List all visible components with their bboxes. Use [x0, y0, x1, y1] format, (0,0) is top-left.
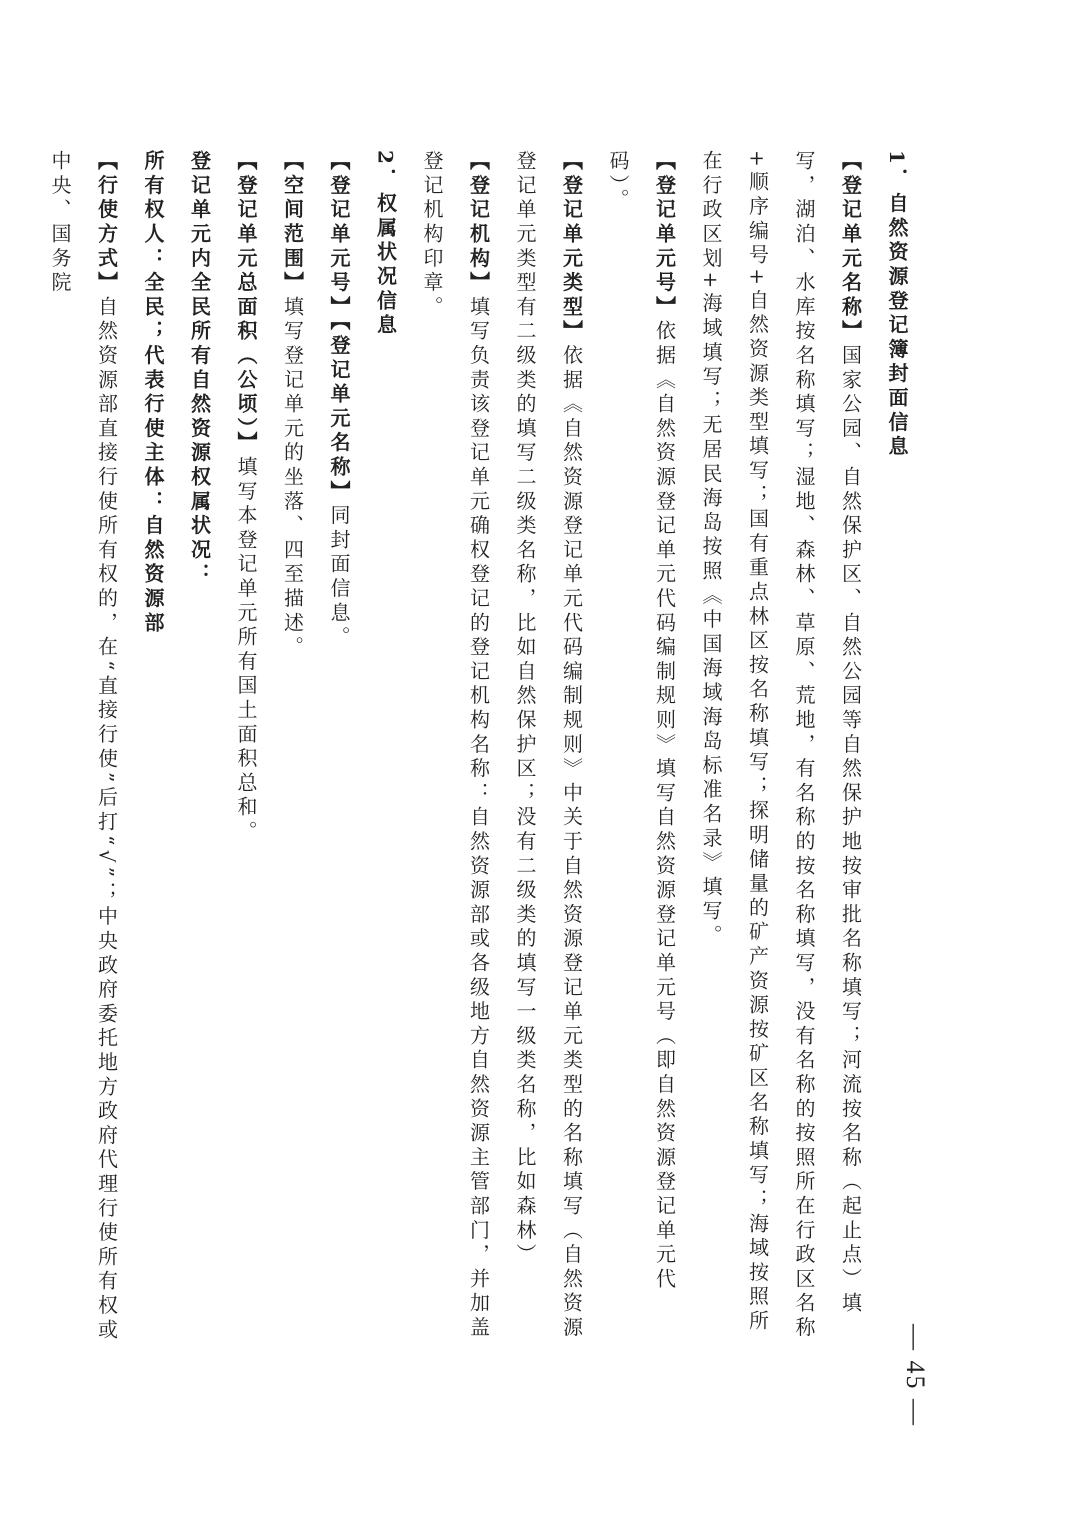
paragraph-unit-name [688, 150, 874, 1350]
paragraph-registration-agency [409, 150, 502, 1350]
paragraph-total-area [223, 150, 270, 1350]
paragraph-label: 【登记单元号】【登记单元名称】 [327, 150, 351, 505]
paragraph-text: 同封面信息。 [327, 504, 351, 651]
paragraph-unit-number-name [316, 150, 363, 1350]
paragraph-text: 依据《自然资源登记单元代码编制规则》中关于自然资源登记单元类型的名称填写（自然资源登记单元类型有二级类的填写二级类名称，比如自然保护区；没有二级类的填写一级类名称，比如森林） [513, 150, 584, 1341]
paragraph-label: 【登记机构】 [466, 150, 491, 296]
paragraph-owner: 所有权人：全民；代表行使主体：自然资源部 [141, 150, 165, 636]
paragraph-text: 填写负责该登记单元确权登记的登记机构名称：自然资源部或各级地方自然资源主管部门，并加盖登记机构印章。 [420, 150, 491, 1341]
paragraph-label: 【登记单元类型】 [559, 150, 584, 345]
paragraph-ownership-status: 登记单元内全民所有自然资源权属状况： [187, 150, 212, 588]
paragraph-label: 【登记单元名称】 [838, 150, 863, 345]
paragraph-exercise-method [37, 150, 130, 1350]
paragraph-unit-number [595, 150, 688, 1350]
paragraph-label: 【行使方式】 [94, 150, 119, 296]
page-number: — 45 — [901, 1324, 930, 1427]
section-2-heading: 2．权属状况信息 [373, 150, 398, 339]
paragraph-label: 【空间范围】 [280, 150, 305, 296]
paragraph-unit-type [502, 150, 595, 1350]
paragraph-text: 填写本登记单元所有国土面积总和。 [234, 455, 258, 845]
paragraph-label: 【登记单元总面积（公顷）】 [234, 150, 258, 456]
paragraph-spatial-extent [269, 150, 316, 1350]
paragraph-label: 【登记单元号】 [652, 150, 677, 321]
paragraph-text: 国家公园、自然保护区、自然公园等自然保护地按审批名称填写；河流按名称（起止点）填写，湖泊、水库按名称填写；湿地、森林、草原、荒地，有名称的按名称填写，没有名称的按照所在行政区名称+顺序编号+自然资源类型填写；国有重点林区按名称填写；探明储量的矿产资源按矿区名称填写；海域按照所在行政区划+海域填写；无居民海岛按照《中国海域海岛标准名录》填写。 [699, 150, 863, 1341]
section-1-heading: 1．自然资源登记簿封面信息 [885, 150, 909, 460]
vertical-text-body [37, 150, 921, 1350]
paragraph-text: 自然资源部直接行使所有权的，在“直接行使”后打“√”；中央政府委托地方政府代理行使所有权或中央、国务院 [48, 150, 119, 1343]
paragraph-text: 依据《自然资源登记单元代码编制规则》填写自然资源登记单元号（即自然资源登记单元代码）。 [606, 150, 677, 1293]
paragraph-text: 填写登记单元的坐落、四至描述。 [280, 295, 305, 661]
